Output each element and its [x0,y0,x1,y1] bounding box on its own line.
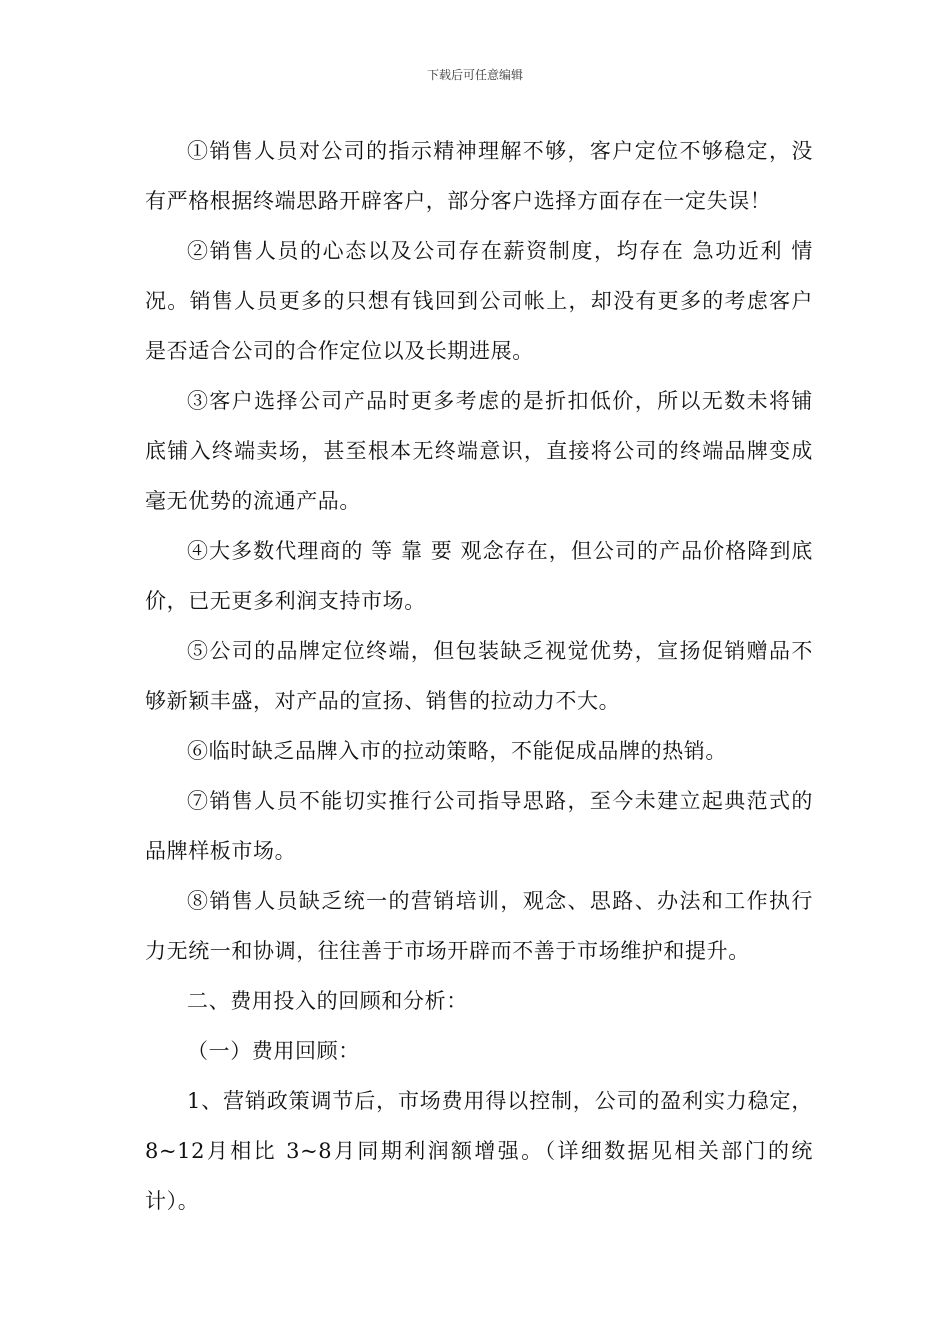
section-heading: 二、费用投入的回顾和分析： [187,989,468,1013]
document-body [145,126,813,1226]
paragraph-6: ⑥临时缺乏品牌入市的拉动策略，不能促成品牌的热销。 [187,739,727,763]
paragraph-4: ④大多数代理商的 等 靠 要 观念存在，但公司的产品价格降到底价，已无更多利润支持市场。 [145,539,813,613]
paragraph-7: ⑦销售人员不能切实推行公司指导思路，至今未建立起典范式的品牌样板市场。 [145,789,813,863]
paragraph-1: ①销售人员对公司的指示精神理解不够，客户定位不够稳定，没有严格根据终端思路开辟客户，部分客户选择方面存在一定失误！ [145,139,813,213]
section-item-1: 1、营销政策调节后，市场费用得以控制，公司的盈利实力稳定，8~12月相比 3~8月同期利润额增强。（详细数据见相关部门的统计）。 [145,1089,813,1213]
paragraph-5: ⑤公司的品牌定位终端，但包装缺乏视觉优势，宣扬促销赠品不够新颖丰盛，对产品的宣扬、销售的拉动力不大。 [145,639,813,713]
paragraph-3: ③客户选择公司产品时更多考虑的是折扣低价，所以无数未将铺底铺入终端卖场，甚至根本无终端意识，直接将公司的终端品牌变成毫无优势的流通产品。 [145,389,813,513]
paragraph-8: ⑧销售人员缺乏统一的营销培训，观念、思路、办法和工作执行力无统一和协调，往往善于市场开辟而不善于市场维护和提升。 [145,889,813,963]
page-header: 下载后可任意编辑 [426,68,523,82]
paragraph-2: ②销售人员的心态以及公司存在薪资制度，均存在 急功近利 情况。销售人员更多的只想有钱回到公司帐上，却没有更多的考虑客户是否适合公司的合作定位以及长期进展。 [145,239,813,363]
section-subheading: （一）费用回顾： [187,1039,360,1063]
